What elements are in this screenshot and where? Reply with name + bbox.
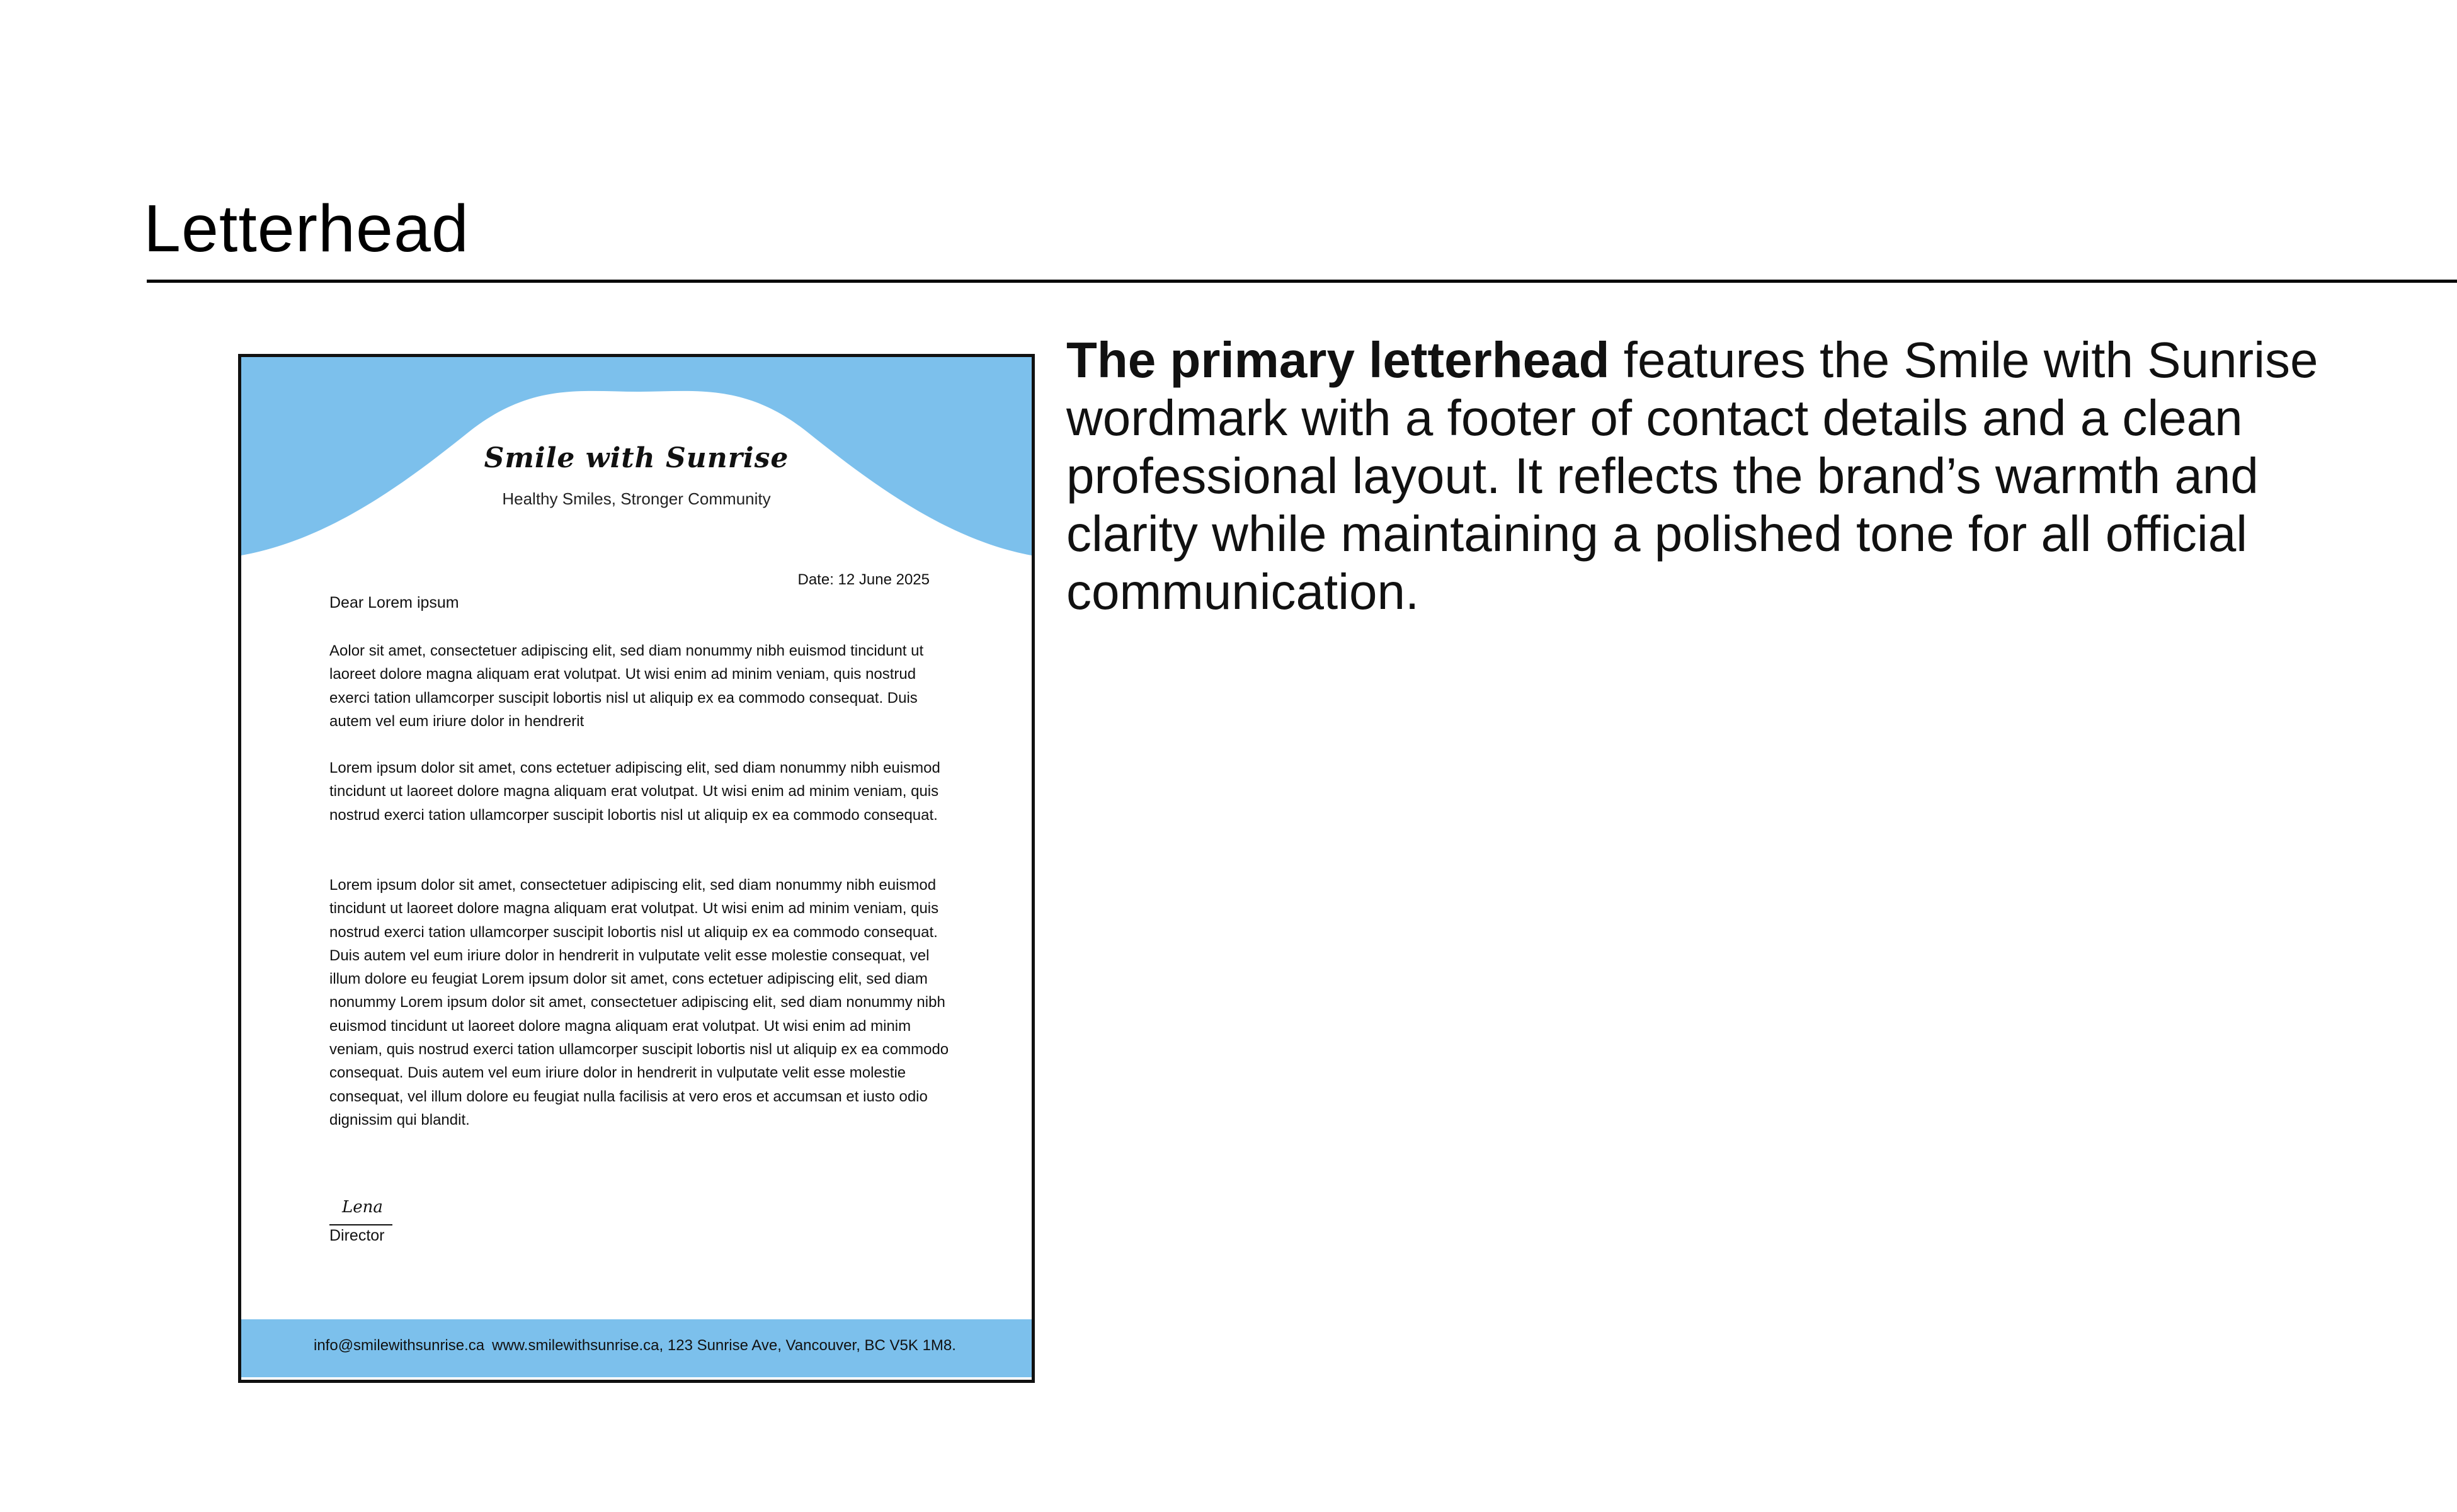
footer-email: info@smilewithsunrise.ca [314, 1337, 485, 1354]
body-paragraph: Lorem ipsum dolor sit amet, consectetuer adipiscing elit, sed diam nonummy nibh euismod tincidunt ut laoreet dolore magna aliquam erat volutpat. Ut wisi enim ad minim veniam, quis nostrud exerci tation ullamcorper suscipit lobortis nisl ut aliquip ex ea commodo consequat. Duis autem vel eum iriure dolor in hendrerit in vulputate velit esse molestie consequat, vel illum dolore eu feugiat Lorem ipsum dolor sit amet, cons ectetuer adipiscing elit, sed diam nonummy Lorem ipsum dolor sit amet, consectetuer adipiscing elit, sed diam nonummy nibh euismod tincidunt ut laoreet dolore magna aliquam erat volutpat. Ut wisi enim ad minim veniam, quis nostrud exerci tation ullamcorper suscipit lobortis nisl ut aliquip ex ea commodo consequat. Duis autem vel eum iriure dolor in hendrerit in vulputate velit esse molestie consequat, vel illum dolore eu feugiat nulla facilisis at vero eros et accumsan et iusto odio dignissim qui blandit. [329, 877, 949, 1128]
salutation: Dear Lorem ipsum [329, 594, 459, 611]
letterhead-preview [238, 354, 1035, 1383]
body-paragraph: Lorem ipsum dolor sit amet, cons ectetuer adipiscing elit, sed diam nonummy nibh euismod tincidunt ut laoreet dolore magna aliquam erat volutpat. Ut wisi enim ad minim veniam, quis nostrud exerci tation ullamcorper suscipit lobortis nisl ut aliquip ex ea commodo consequat. [329, 759, 940, 824]
description-text [1066, 331, 2326, 621]
signature-line [329, 1224, 392, 1225]
tagline: Healthy Smiles, Stronger Community [502, 489, 771, 508]
footer-band [241, 1319, 1032, 1377]
footer-website-address: www.smilewithsunrise.ca, 123 Sunrise Ave, Vancouver, BC V5K 1M8. [492, 1337, 956, 1354]
page-title: Letterhead [144, 191, 469, 266]
title-divider [147, 280, 2457, 283]
letter-date: Date: 12 June 2025 [797, 571, 930, 588]
wordmark: Smile with Sunrise [484, 442, 789, 474]
body-paragraph: Aolor sit amet, consectetuer adipiscing elit, sed diam nonummy nibh euismod tincidunt ut laoreet dolore magna aliquam erat volutpat. Ut wisi enim ad minim veniam, quis nostrud exerci tation ullamcorper suscipit lobortis nisl ut aliquip ex ea commodo consequat. Duis autem vel eum iriure dolor in hendrerit [329, 642, 924, 730]
signature: Lena [342, 1198, 383, 1217]
description-lead: The primary letterhead [1066, 332, 1610, 388]
footer-contact [314, 1337, 956, 1355]
description-rest: features the Smile with Sunrise wordmark with a footer of contact details and a clean professional layout. It reflects the brand’s warmth and clarity while maintaining a polished tone for all official communication. [1066, 332, 2318, 620]
signer-title: Director [329, 1227, 385, 1244]
